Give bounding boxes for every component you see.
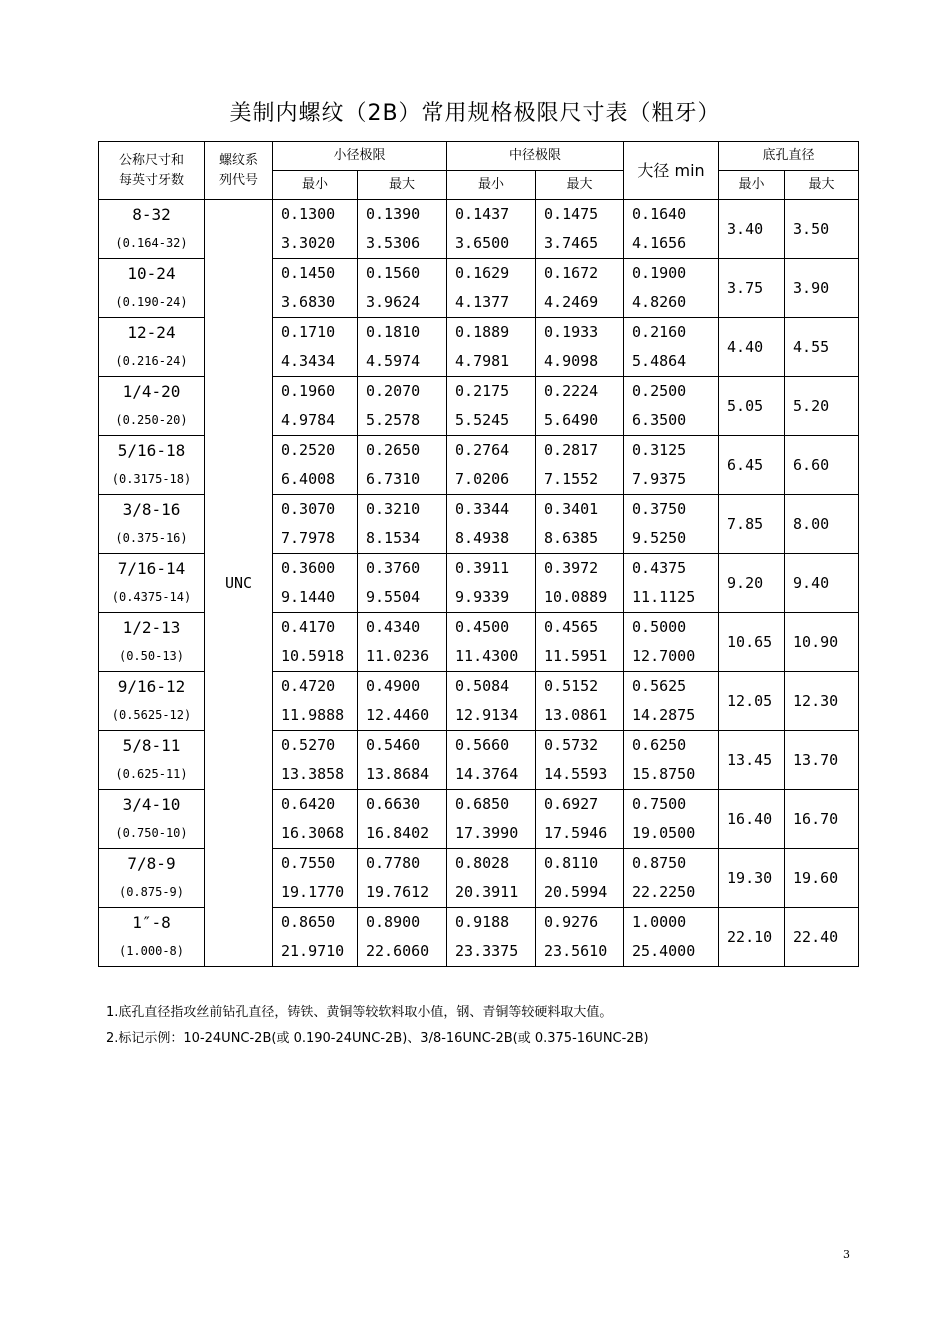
value-inch: 0.3750 [632, 500, 687, 518]
drill-min-cell: 13.45 [719, 731, 785, 790]
value-mm: 9.1440 [281, 588, 336, 606]
minor-min-cell [273, 731, 358, 790]
value-inch: 0.6420 [281, 795, 336, 813]
drill-min-cell: 4.40 [719, 318, 785, 377]
size-cell [99, 790, 205, 849]
header-min: 最小 [719, 171, 785, 200]
value-inch: 0.8028 [455, 854, 510, 872]
value-inch: 0.5000 [632, 618, 687, 636]
value-inch: 0.1475 [544, 205, 599, 223]
minor-min-cell [273, 259, 358, 318]
page-title: 美制内螺纹（2B）常用规格极限尺寸表（粗牙） [229, 101, 721, 126]
size-decimal: (0.164-32) [115, 236, 188, 250]
drill-max-cell: 4.55 [785, 318, 859, 377]
size-label: 3/4-10 [122, 795, 181, 814]
value-mm: 10.0889 [544, 588, 608, 606]
value-inch: 0.1672 [544, 264, 599, 282]
value-mm: 8.1534 [366, 529, 421, 547]
value-inch: 0.6250 [632, 736, 687, 754]
minor-min-cell [273, 436, 358, 495]
value-mm: 7.1552 [544, 470, 599, 488]
drill-min-cell: 22.10 [719, 908, 785, 967]
value-mm: 5.2578 [366, 411, 421, 429]
value-mm: 4.5974 [366, 352, 421, 370]
minor-min-cell [273, 554, 358, 613]
pitch-min-cell [447, 790, 536, 849]
value-mm: 22.6060 [366, 942, 430, 960]
size-decimal: (0.5625-12) [111, 708, 192, 722]
minor-min-cell [273, 318, 358, 377]
value-mm: 3.3020 [281, 234, 336, 252]
size-label: 10-24 [127, 264, 176, 283]
value-mm: 20.5994 [544, 883, 608, 901]
pitch-max-cell [536, 554, 624, 613]
pitch-min-cell [447, 554, 536, 613]
value-inch: 0.1390 [366, 205, 421, 223]
drill-min-cell: 6.45 [719, 436, 785, 495]
value-inch: 0.2764 [455, 441, 510, 459]
header-drill-diameter: 底孔直径 [719, 142, 859, 171]
value-inch: 0.4500 [455, 618, 510, 636]
pitch-min-cell [447, 259, 536, 318]
major-cell [624, 318, 719, 377]
value-mm: 5.5245 [455, 411, 510, 429]
value-mm: 17.3990 [455, 824, 519, 842]
value-mm: 25.4000 [632, 942, 696, 960]
size-cell [99, 318, 205, 377]
size-cell [99, 200, 205, 259]
size-label: 7/16-14 [117, 559, 186, 578]
value-inch: 0.2160 [632, 323, 687, 341]
value-mm: 13.8684 [366, 765, 430, 783]
size-decimal: (0.50-13) [118, 649, 185, 663]
drill-min-cell: 10.65 [719, 613, 785, 672]
drill-min-cell: 16.40 [719, 790, 785, 849]
size-label: 1/4-20 [122, 382, 181, 401]
size-cell [99, 377, 205, 436]
size-label: 1/2-13 [122, 618, 181, 637]
value-inch: 0.8900 [366, 913, 421, 931]
value-mm: 10.5918 [281, 647, 345, 665]
minor-min-cell [273, 377, 358, 436]
value-inch: 0.4565 [544, 618, 599, 636]
value-mm: 14.2875 [632, 706, 696, 724]
size-decimal: (0.375-16) [115, 531, 188, 545]
value-inch: 0.5084 [455, 677, 510, 695]
drill-min-cell: 7.85 [719, 495, 785, 554]
value-mm: 15.8750 [632, 765, 696, 783]
header-pitch-diameter: 中径极限 [447, 142, 624, 171]
drill-max-cell: 22.40 [785, 908, 859, 967]
value-mm: 11.9888 [281, 706, 345, 724]
value-inch: 0.2224 [544, 382, 599, 400]
value-mm: 6.4008 [281, 470, 336, 488]
major-cell [624, 495, 719, 554]
value-mm: 9.9339 [455, 588, 510, 606]
size-label: 1″-8 [132, 913, 171, 932]
minor-max-cell [358, 259, 447, 318]
header-max: 最大 [358, 171, 447, 200]
value-mm: 11.0236 [366, 647, 430, 665]
value-inch: 0.3401 [544, 500, 599, 518]
value-mm: 4.3434 [281, 352, 336, 370]
value-inch: 0.2500 [632, 382, 687, 400]
minor-max-cell [358, 908, 447, 967]
size-decimal: (0.750-10) [115, 826, 188, 840]
value-mm: 7.9375 [632, 470, 687, 488]
value-mm: 4.9098 [544, 352, 599, 370]
header-max: 最大 [536, 171, 624, 200]
value-mm: 3.6500 [455, 234, 510, 252]
pitch-min-cell [447, 672, 536, 731]
note-2: 2.标记示例：10-24UNC-2B(或 0.190-24UNC-2B)、3/8-16UNC-2B(或 0.375-16UNC-2B) [106, 1031, 649, 1046]
value-inch: 0.3760 [366, 559, 421, 577]
pitch-max-cell [536, 908, 624, 967]
table-row [99, 200, 859, 259]
value-mm: 12.7000 [632, 647, 696, 665]
header-min: 最小 [273, 171, 358, 200]
size-decimal: (0.3175-18) [111, 472, 192, 486]
pitch-min-cell [447, 377, 536, 436]
pitch-max-cell [536, 200, 624, 259]
value-mm: 5.6490 [544, 411, 599, 429]
header-series: 螺纹系 列代号 [205, 142, 273, 200]
value-mm: 22.2250 [632, 883, 696, 901]
value-inch: 0.7500 [632, 795, 687, 813]
pitch-min-cell [447, 200, 536, 259]
size-label: 3/8-16 [122, 500, 181, 519]
value-inch: 0.1450 [281, 264, 336, 282]
value-inch: 0.4375 [632, 559, 687, 577]
value-inch: 0.9188 [455, 913, 510, 931]
size-label: 7/8-9 [127, 854, 176, 873]
value-inch: 0.6927 [544, 795, 599, 813]
value-inch: 0.3070 [281, 500, 336, 518]
minor-min-cell [273, 613, 358, 672]
major-cell [624, 200, 719, 259]
major-cell [624, 436, 719, 495]
value-inch: 0.1437 [455, 205, 510, 223]
value-mm: 8.4938 [455, 529, 510, 547]
drill-max-cell: 12.30 [785, 672, 859, 731]
size-cell [99, 731, 205, 790]
value-mm: 17.5946 [544, 824, 608, 842]
value-inch: 0.3344 [455, 500, 510, 518]
pitch-min-cell [447, 731, 536, 790]
thread-spec-table [98, 141, 859, 967]
pitch-max-cell [536, 731, 624, 790]
value-inch: 0.5660 [455, 736, 510, 754]
size-cell [99, 554, 205, 613]
pitch-max-cell [536, 318, 624, 377]
value-mm: 7.0206 [455, 470, 510, 488]
value-inch: 0.9276 [544, 913, 599, 931]
header-min: 最小 [447, 171, 536, 200]
size-decimal: (0.250-20) [115, 413, 188, 427]
size-decimal: (1.000-8) [118, 944, 185, 958]
value-mm: 12.4460 [366, 706, 430, 724]
page-number: 3 [843, 1248, 850, 1261]
pitch-max-cell [536, 672, 624, 731]
value-inch: 0.7780 [366, 854, 421, 872]
pitch-min-cell [447, 613, 536, 672]
size-cell [99, 849, 205, 908]
value-mm: 4.1656 [632, 234, 687, 252]
value-mm: 20.3911 [455, 883, 519, 901]
value-inch: 0.2650 [366, 441, 421, 459]
value-mm: 6.7310 [366, 470, 421, 488]
value-mm: 19.1770 [281, 883, 345, 901]
size-decimal: (0.190-24) [115, 295, 188, 309]
value-mm: 5.4864 [632, 352, 687, 370]
minor-max-cell [358, 377, 447, 436]
size-decimal: (0.625-11) [115, 767, 188, 781]
minor-max-cell [358, 790, 447, 849]
major-cell [624, 377, 719, 436]
size-decimal: (0.4375-14) [111, 590, 192, 604]
minor-max-cell [358, 200, 447, 259]
minor-min-cell [273, 495, 358, 554]
pitch-min-cell [447, 436, 536, 495]
value-inch: 0.3911 [455, 559, 510, 577]
pitch-max-cell [536, 613, 624, 672]
pitch-max-cell [536, 259, 624, 318]
minor-min-cell [273, 200, 358, 259]
value-inch: 0.1810 [366, 323, 421, 341]
size-label: 8-32 [132, 205, 171, 224]
minor-max-cell [358, 495, 447, 554]
minor-max-cell [358, 554, 447, 613]
drill-min-cell: 3.75 [719, 259, 785, 318]
value-inch: 0.5460 [366, 736, 421, 754]
value-inch: 0.8650 [281, 913, 336, 931]
minor-max-cell [358, 436, 447, 495]
value-mm: 8.6385 [544, 529, 599, 547]
value-mm: 3.9624 [366, 293, 421, 311]
major-cell [624, 672, 719, 731]
value-inch: 0.4900 [366, 677, 421, 695]
value-mm: 13.0861 [544, 706, 608, 724]
size-cell [99, 436, 205, 495]
pitch-max-cell [536, 495, 624, 554]
value-inch: 1.0000 [632, 913, 687, 931]
drill-max-cell: 3.90 [785, 259, 859, 318]
major-cell [624, 849, 719, 908]
drill-min-cell: 5.05 [719, 377, 785, 436]
size-cell [99, 672, 205, 731]
pitch-min-cell [447, 849, 536, 908]
value-mm: 4.9784 [281, 411, 336, 429]
value-mm: 3.6830 [281, 293, 336, 311]
value-mm: 13.3858 [281, 765, 345, 783]
value-mm: 3.7465 [544, 234, 599, 252]
size-label: 9/16-12 [117, 677, 186, 696]
major-cell [624, 731, 719, 790]
drill-max-cell: 13.70 [785, 731, 859, 790]
minor-max-cell [358, 672, 447, 731]
drill-max-cell: 3.50 [785, 200, 859, 259]
value-inch: 0.3600 [281, 559, 336, 577]
value-inch: 0.5152 [544, 677, 599, 695]
value-inch: 0.2817 [544, 441, 599, 459]
notes [106, 1000, 649, 1052]
value-mm: 19.7612 [366, 883, 430, 901]
value-inch: 0.8110 [544, 854, 599, 872]
size-decimal: (0.875-9) [118, 885, 185, 899]
size-decimal: (0.216-24) [115, 354, 188, 368]
major-cell [624, 790, 719, 849]
value-mm: 19.0500 [632, 824, 696, 842]
minor-min-cell [273, 908, 358, 967]
value-inch: 0.1900 [632, 264, 687, 282]
value-mm: 14.3764 [455, 765, 519, 783]
value-inch: 0.1889 [455, 323, 510, 341]
value-inch: 0.4170 [281, 618, 336, 636]
major-cell [624, 259, 719, 318]
major-cell [624, 908, 719, 967]
value-inch: 0.1933 [544, 323, 599, 341]
pitch-max-cell [536, 436, 624, 495]
value-mm: 11.5951 [544, 647, 608, 665]
value-mm: 3.5306 [366, 234, 421, 252]
minor-max-cell [358, 849, 447, 908]
pitch-max-cell [536, 790, 624, 849]
value-inch: 0.1300 [281, 205, 336, 223]
value-inch: 0.2175 [455, 382, 510, 400]
value-mm: 4.7981 [455, 352, 510, 370]
value-inch: 0.5625 [632, 677, 687, 695]
value-mm: 11.4300 [455, 647, 519, 665]
header-minor-diameter: 小径极限 [273, 142, 447, 171]
value-inch: 0.2520 [281, 441, 336, 459]
minor-min-cell [273, 849, 358, 908]
minor-max-cell [358, 613, 447, 672]
size-cell [99, 613, 205, 672]
value-inch: 0.1560 [366, 264, 421, 282]
value-mm: 23.5610 [544, 942, 608, 960]
header-max: 最大 [785, 171, 859, 200]
value-mm: 9.5250 [632, 529, 687, 547]
header-major-diameter: 大径 min [624, 142, 719, 200]
size-label: 12-24 [127, 323, 176, 342]
value-inch: 0.4720 [281, 677, 336, 695]
minor-max-cell [358, 731, 447, 790]
value-inch: 0.6850 [455, 795, 510, 813]
drill-max-cell: 9.40 [785, 554, 859, 613]
pitch-max-cell [536, 377, 624, 436]
value-inch: 0.8750 [632, 854, 687, 872]
value-inch: 0.3972 [544, 559, 599, 577]
drill-max-cell: 5.20 [785, 377, 859, 436]
value-mm: 21.9710 [281, 942, 345, 960]
drill-min-cell: 3.40 [719, 200, 785, 259]
size-label: 5/16-18 [117, 441, 186, 460]
value-mm: 6.3500 [632, 411, 687, 429]
value-inch: 0.2070 [366, 382, 421, 400]
drill-max-cell: 10.90 [785, 613, 859, 672]
value-inch: 0.1710 [281, 323, 336, 341]
series-code-cell: UNC [205, 200, 273, 967]
size-label: 5/8-11 [122, 736, 181, 755]
value-mm: 4.8260 [632, 293, 687, 311]
pitch-min-cell [447, 908, 536, 967]
value-mm: 11.1125 [632, 588, 696, 606]
value-mm: 14.5593 [544, 765, 608, 783]
header-size: 公称尺寸和 每英寸牙数 [99, 142, 205, 200]
drill-min-cell: 19.30 [719, 849, 785, 908]
size-cell [99, 259, 205, 318]
value-inch: 0.5270 [281, 736, 336, 754]
size-cell [99, 908, 205, 967]
major-cell [624, 613, 719, 672]
pitch-max-cell [536, 849, 624, 908]
value-mm: 7.7978 [281, 529, 336, 547]
major-cell [624, 554, 719, 613]
value-inch: 0.4340 [366, 618, 421, 636]
value-inch: 0.7550 [281, 854, 336, 872]
value-mm: 4.2469 [544, 293, 599, 311]
drill-max-cell: 8.00 [785, 495, 859, 554]
value-inch: 0.5732 [544, 736, 599, 754]
drill-min-cell: 9.20 [719, 554, 785, 613]
minor-max-cell [358, 318, 447, 377]
value-mm: 9.5504 [366, 588, 421, 606]
value-inch: 0.1640 [632, 205, 687, 223]
drill-max-cell: 19.60 [785, 849, 859, 908]
pitch-min-cell [447, 495, 536, 554]
drill-max-cell: 6.60 [785, 436, 859, 495]
value-mm: 16.8402 [366, 824, 430, 842]
value-inch: 0.6630 [366, 795, 421, 813]
value-inch: 0.3210 [366, 500, 421, 518]
value-mm: 12.9134 [455, 706, 519, 724]
value-inch: 0.1629 [455, 264, 510, 282]
pitch-min-cell [447, 318, 536, 377]
value-mm: 16.3068 [281, 824, 345, 842]
drill-min-cell: 12.05 [719, 672, 785, 731]
note-1: 1.底孔直径指攻丝前钻孔直径，铸铁、黄铜等较软料取小值，钢、青铜等较硬料取大值。 [106, 1005, 613, 1020]
value-mm: 4.1377 [455, 293, 510, 311]
size-cell [99, 495, 205, 554]
minor-min-cell [273, 672, 358, 731]
value-inch: 0.3125 [632, 441, 687, 459]
drill-max-cell: 16.70 [785, 790, 859, 849]
value-inch: 0.1960 [281, 382, 336, 400]
value-mm: 23.3375 [455, 942, 519, 960]
minor-min-cell [273, 790, 358, 849]
